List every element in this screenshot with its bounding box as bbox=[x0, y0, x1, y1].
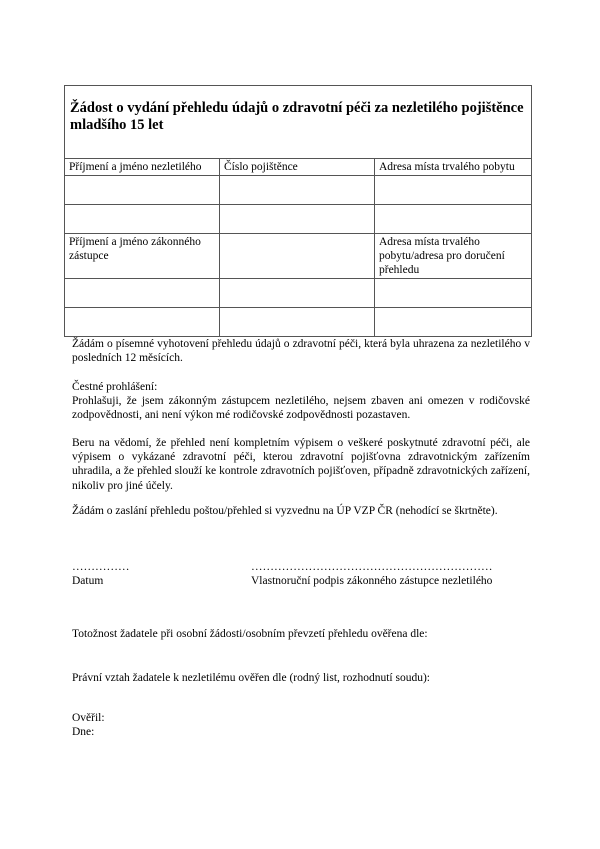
verification-date-label: Dne: bbox=[72, 726, 95, 738]
identity-verification-line: Totožnost žadatele při osobní žádosti/osobním převzetí přehledu ověřena dle: bbox=[72, 628, 428, 640]
child-address-field-2[interactable] bbox=[375, 205, 532, 234]
signature-block bbox=[251, 560, 493, 588]
legal-relation-line: Právní vztah žadatele k nezletilému ověřen dle (rodný list, rozhodnutí soudu): bbox=[72, 672, 430, 684]
declaration-heading: Čestné prohlášení: bbox=[72, 381, 158, 393]
date-signature-block bbox=[72, 560, 130, 588]
representative-middle-field-2[interactable] bbox=[220, 308, 375, 337]
child-address-header: Adresa místa trvalého pobytu bbox=[375, 159, 532, 176]
child-name-field-2[interactable] bbox=[65, 205, 220, 234]
representative-address-field[interactable] bbox=[375, 279, 532, 308]
acknowledgement-paragraph: Beru na vědomí, že přehled není kompletním výpisem o veškeré poskytnuté zdravotní péči, ale výpisem o vykázané zdravotní péči, kterou zdravotní pojišťovna zdravotnickým zařízením uhradila, a že přehled slouží ke kontrole zdravotních pojišťoven, případně zdravotnických zařízení, nikoliv pro jiné účely. bbox=[72, 437, 530, 492]
child-name-field[interactable] bbox=[65, 176, 220, 205]
representative-name-header: Příjmení a jméno zákonného zástupce bbox=[65, 234, 220, 279]
representative-address-header: Adresa místa trvalého pobytu/adresa pro doručení přehledu bbox=[375, 234, 532, 279]
representative-blank-cell bbox=[220, 234, 375, 279]
signature-label: Vlastnoruční podpis zákonného zástupce nezletilého bbox=[251, 575, 493, 587]
insurance-number-field[interactable] bbox=[220, 176, 375, 205]
delivery-request-paragraph: Žádám o zaslání přehledu poštou/přehled si vyzvednu na ÚP VZP ČR (nehodící se škrtněte). bbox=[72, 505, 498, 517]
representative-middle-field[interactable] bbox=[220, 279, 375, 308]
date-dots[interactable]: …………… bbox=[72, 561, 130, 573]
child-name-header: Příjmení a jméno nezletilého bbox=[65, 159, 220, 176]
form-title: Žádost o vydání přehledu údajů o zdravotní péči za nezletilého pojištěnce mladšího 15 let bbox=[65, 86, 532, 159]
date-label: Datum bbox=[72, 575, 104, 587]
application-form-table bbox=[64, 85, 532, 337]
verified-by-label: Ověřil: bbox=[72, 712, 105, 724]
representative-name-field-2[interactable] bbox=[65, 308, 220, 337]
insurance-number-field-2[interactable] bbox=[220, 205, 375, 234]
signature-dots[interactable]: ……………………………………………………… bbox=[251, 561, 493, 573]
representative-address-field-2[interactable] bbox=[375, 308, 532, 337]
insurance-number-header: Číslo pojištěnce bbox=[220, 159, 375, 176]
child-address-field[interactable] bbox=[375, 176, 532, 205]
representative-name-field[interactable] bbox=[65, 279, 220, 308]
request-paragraph: Žádám o písemné vyhotovení přehledu údajů o zdravotní péči, která byla uhrazena za nezletilého v posledních 12 měsících. bbox=[72, 338, 530, 365]
declaration-paragraph: Prohlašuji, že jsem zákonným zástupcem nezletilého, nejsem zbaven ani omezen v rodičovské zodpovědnosti, ani není výkon mé rodičovské zodpovědnosti pozastaven. bbox=[72, 395, 530, 422]
